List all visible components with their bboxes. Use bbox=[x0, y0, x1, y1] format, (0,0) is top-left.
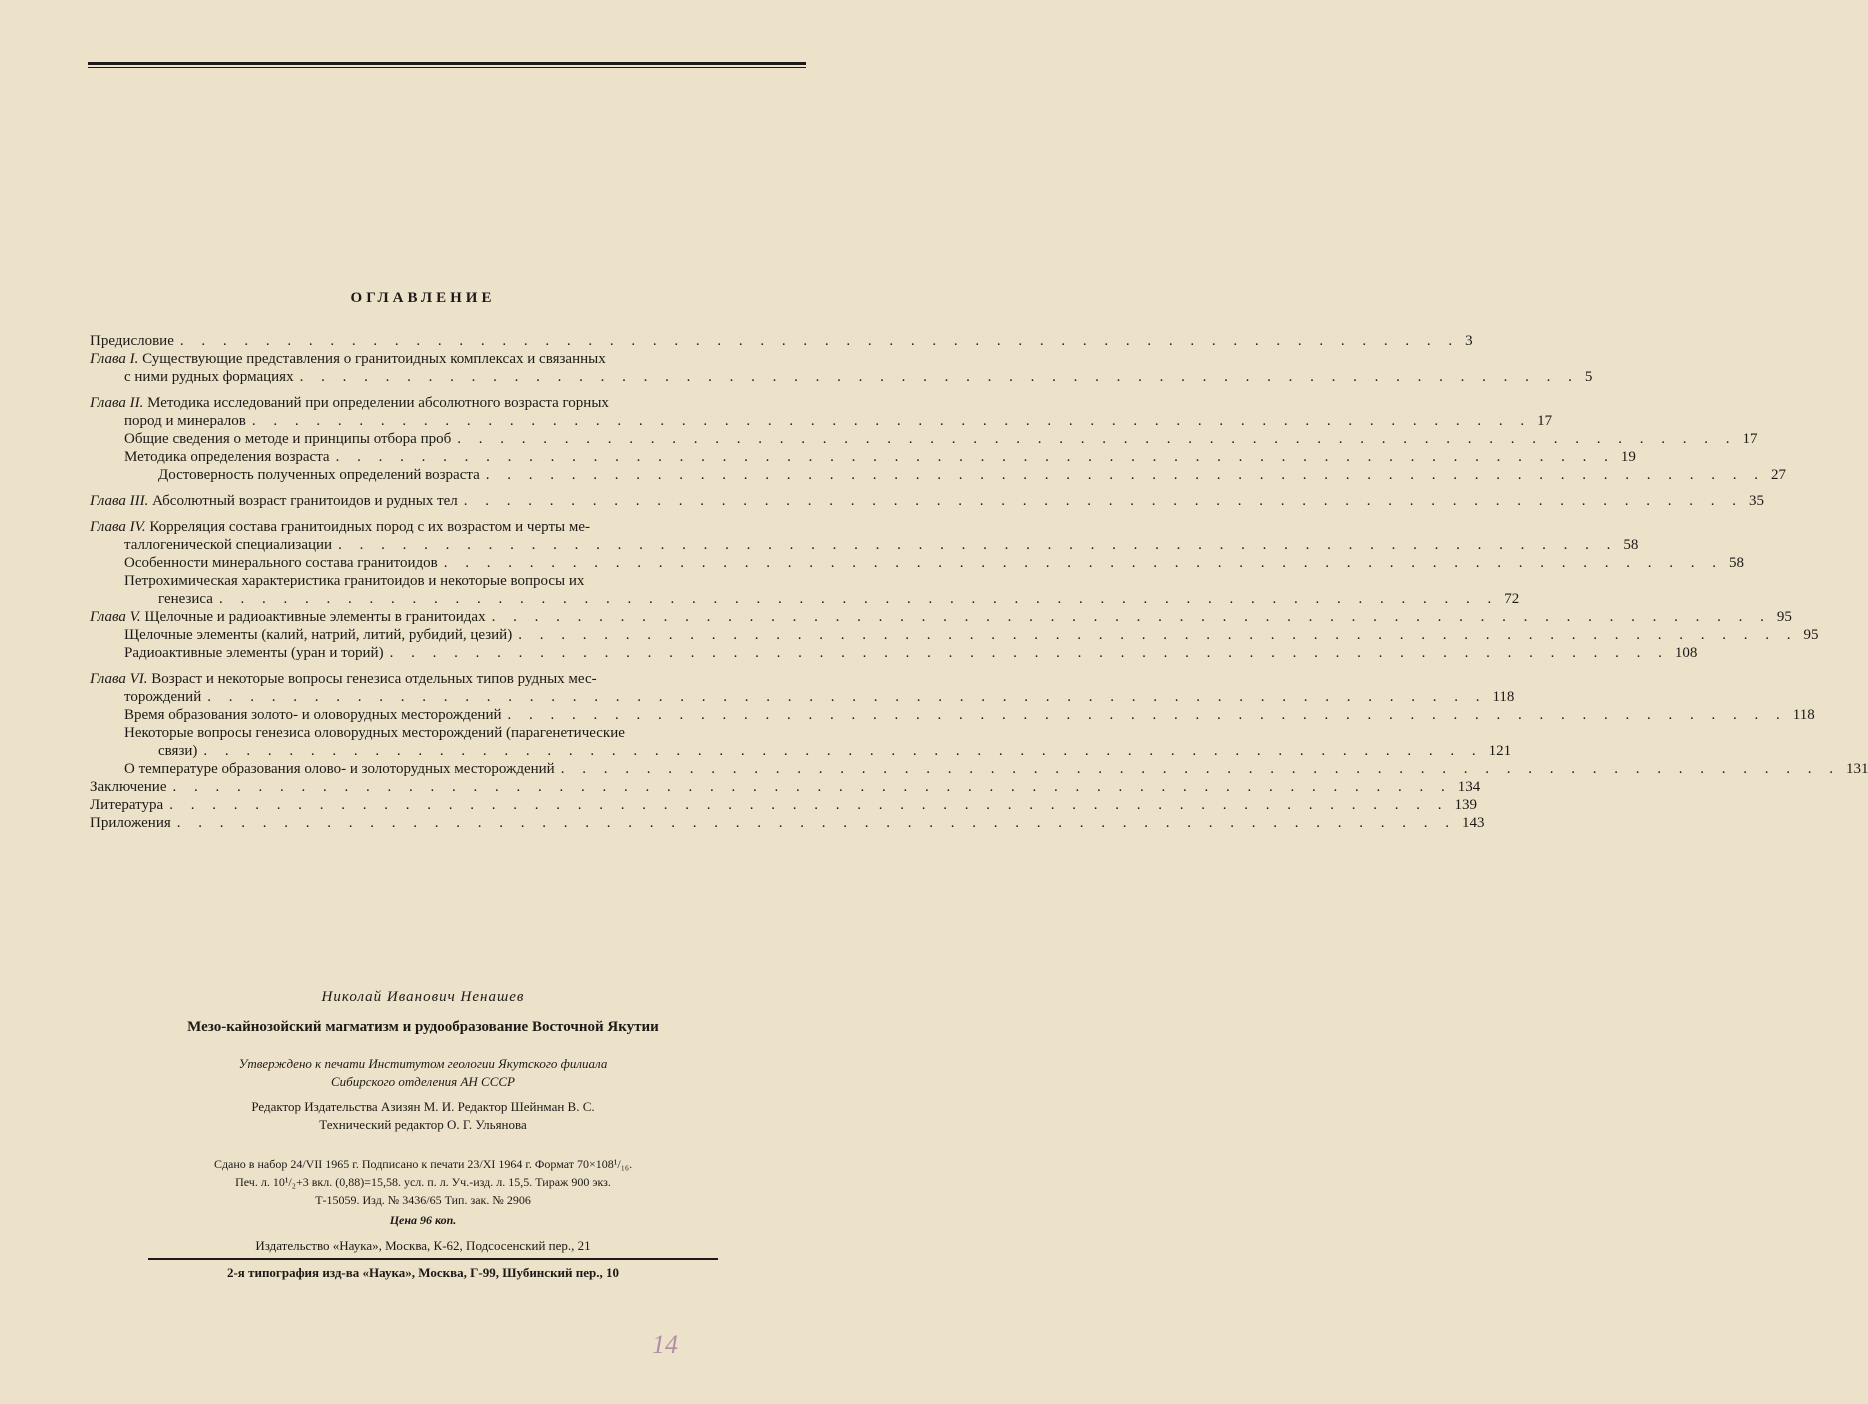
toc-entry-chapter-1[interactable]: Глава I. Существующие представления о гранитоидных комплексах и связанных с ними рудных формациях . . . . . . . . . . . . . . . . . . . . . . . . . . . . . . . . . . . . . . . . . . . . . . . . . . . . . . . . . . . . 5 bbox=[90, 351, 1593, 385]
toc-subentry[interactable]: Радиоактивные элементы (уран и торий) . . . . . . . . . . . . . . . . . . . . . . . . . . . . . . . . . . . . . . . . . . . . . . . . . . . . . . . . . . . . 108 bbox=[124, 645, 1698, 661]
typography: 2-я типография изд-ва «Наука», Москва, Г-99, Шубинский пер., 10 bbox=[226, 1265, 620, 1280]
toc-entry-chapter-3[interactable]: Глава III. Абсолютный возраст гранитоидов и рудных тел . . . . . . . . . . . . . . . . . . . . . . . . . . . . . . . . . . . . . . . . . . . . . . . . . . . . . . . . . . . . 35 bbox=[90, 493, 1765, 509]
toc-entry-conclusion[interactable]: Заключение . . . . . . . . . . . . . . . . . . . . . . . . . . . . . . . . . . . . . . . . . . . . . . . . . . . . . . . . . . . . 134 bbox=[90, 779, 1481, 795]
price: Цена 96 коп. bbox=[389, 1213, 457, 1227]
toc-entry-chapter-2[interactable]: Глава II. Методика исследований при определении абсолютного возраста горных пород и минералов . . . . . . . . . . . . . . . . . . . . . . . . . . . . . . . . . . . . . . . . . . . . . . . . . . . . . . . . . . . . 17 bbox=[90, 395, 1553, 429]
table-of-contents bbox=[90, 332, 1868, 832]
toc-subentry[interactable]: Петрохимическая характеристика гранитоидов и некоторые вопросы их генезиса . . . . . . . . . . . . . . . . . . . . . . . . . . . . . . . . . . . . . . . . . . . . . . . . . . . . . . . . . . . . 72 bbox=[124, 573, 1520, 607]
toc-entry-chapter-5[interactable]: Глава V. Щелочные и радиоактивные элементы в гранитоидах . . . . . . . . . . . . . . . . . . . . . . . . . . . . . . . . . . . . . . . . . . . . . . . . . . . . . . . . . . . . 95 bbox=[90, 609, 1792, 625]
print-data: Сдано в набор 24/VII 1965 г. Подписано к печати 23/XI 1964 г. Формат 70×108¹/₁₆. Печ. л. 10¹/₂+3 вкл. (0,88)=15,58. усл. п. л. Уч.-изд. л. 15,5. Тираж 900 экз. Т-15059. Изд. № 3436/65 Тип. зак. № 2906 bbox=[213, 1157, 633, 1207]
handwritten-mark: 14 bbox=[652, 1330, 678, 1359]
approval-note: Утверждено к печати Институтом геологии Якутского филиала Сибирского отделения АН СССР bbox=[238, 1056, 608, 1089]
toc-title: ОГЛАВЛЕНИЕ bbox=[350, 290, 496, 306]
toc-subentry[interactable]: Особенности минерального состава гранитоидов . . . . . . . . . . . . . . . . . . . . . . . . . . . . . . . . . . . . . . . . . . . . . . . . . . . . . . . . . . . . 58 bbox=[124, 555, 1744, 571]
toc-subentry[interactable]: Некоторые вопросы генезиса оловорудных месторождений (парагенетические связи) . . . . . . . . . . . . . . . . . . . . . . . . . . . . . . . . . . . . . . . . . . . . . . . . . . . . . . . . . . . . 121 bbox=[124, 725, 1512, 759]
toc-subentry[interactable]: Методика определения возраста . . . . . . . . . . . . . . . . . . . . . . . . . . . . . . . . . . . . . . . . . . . . . . . . . . . . . . . . . . . . 19 bbox=[124, 449, 1636, 465]
toc-entry-appendix[interactable]: Приложения . . . . . . . . . . . . . . . . . . . . . . . . . . . . . . . . . . . . . . . . . . . . . . . . . . . . . . . . . . . . 143 bbox=[90, 815, 1485, 831]
toc-subentry[interactable]: Щелочные элементы (калий, натрий, литий, рубидий, цезий) . . . . . . . . . . . . . . . . . . . . . . . . . . . . . . . . . . . . . . . . . . . . . . . . . . . . . . . . . . . . 95 bbox=[124, 627, 1819, 643]
book-title: Мезо-кайнозойский магматизм и рудообразование Восточной Якутии bbox=[187, 1019, 659, 1035]
toc-subentry[interactable]: Время образования золото- и оловорудных месторождений . . . . . . . . . . . . . . . . . . . . . . . . . . . . . . . . . . . . . . . . . . . . . . . . . . . . . . . . . . . . 118 bbox=[124, 707, 1815, 723]
top-rule bbox=[88, 62, 806, 65]
toc-subentry[interactable]: О температуре образования олово- и золоторудных месторождений . . . . . . . . . . . . . . . . . . . . . . . . . . . . . . . . . . . . . . . . . . . . . . . . . . . . . . . . . . . . 131 bbox=[124, 761, 1868, 777]
bottom-rule bbox=[148, 1258, 718, 1260]
top-rule-thin bbox=[88, 67, 806, 68]
toc-entry-chapter-4[interactable]: Глава IV. Корреляция состава гранитоидных пород с их возрастом и черты ме- таллогенической специализации . . . . . . . . . . . . . . . . . . . . . . . . . . . . . . . . . . . . . . . . . . . . . . . . . . . . . . . . . . . . 58 bbox=[90, 519, 1639, 553]
toc-entry-chapter-6[interactable]: Глава VI. Возраст и некоторые вопросы генезиса отдельных типов рудных мес- торождений . . . . . . . . . . . . . . . . . . . . . . . . . . . . . . . . . . . . . . . . . . . . . . . . . . . . . . . . . . . . 118 bbox=[90, 671, 1515, 705]
toc-subentry[interactable]: Общие сведения о методе и принципы отбора проб . . . . . . . . . . . . . . . . . . . . . . . . . . . . . . . . . . . . . . . . . . . . . . . . . . . . . . . . . . . . 17 bbox=[124, 431, 1758, 447]
toc-entry-preface[interactable]: Предисловие . . . . . . . . . . . . . . . . . . . . . . . . . . . . . . . . . . . . . . . . . . . . . . . . . . . . . . . . . . . . 3 bbox=[90, 333, 1473, 349]
author-name: Николай Иванович Ненашев bbox=[321, 989, 525, 1005]
editors: Редактор Издательства Азизян М. И. Редактор Шейнман В. С. Технический редактор О. Г. Ульянова bbox=[251, 1099, 595, 1132]
publisher: Издательство «Наука», Москва, К-62, Подсосенский пер., 21 bbox=[255, 1238, 591, 1253]
toc-subentry[interactable]: Достоверность полученных определений возраста . . . . . . . . . . . . . . . . . . . . . . . . . . . . . . . . . . . . . . . . . . . . . . . . . . . . . . . . . . . . 27 bbox=[158, 467, 1786, 483]
toc-entry-literature[interactable]: Литература . . . . . . . . . . . . . . . . . . . . . . . . . . . . . . . . . . . . . . . . . . . . . . . . . . . . . . . . . . . . 139 bbox=[90, 797, 1477, 813]
